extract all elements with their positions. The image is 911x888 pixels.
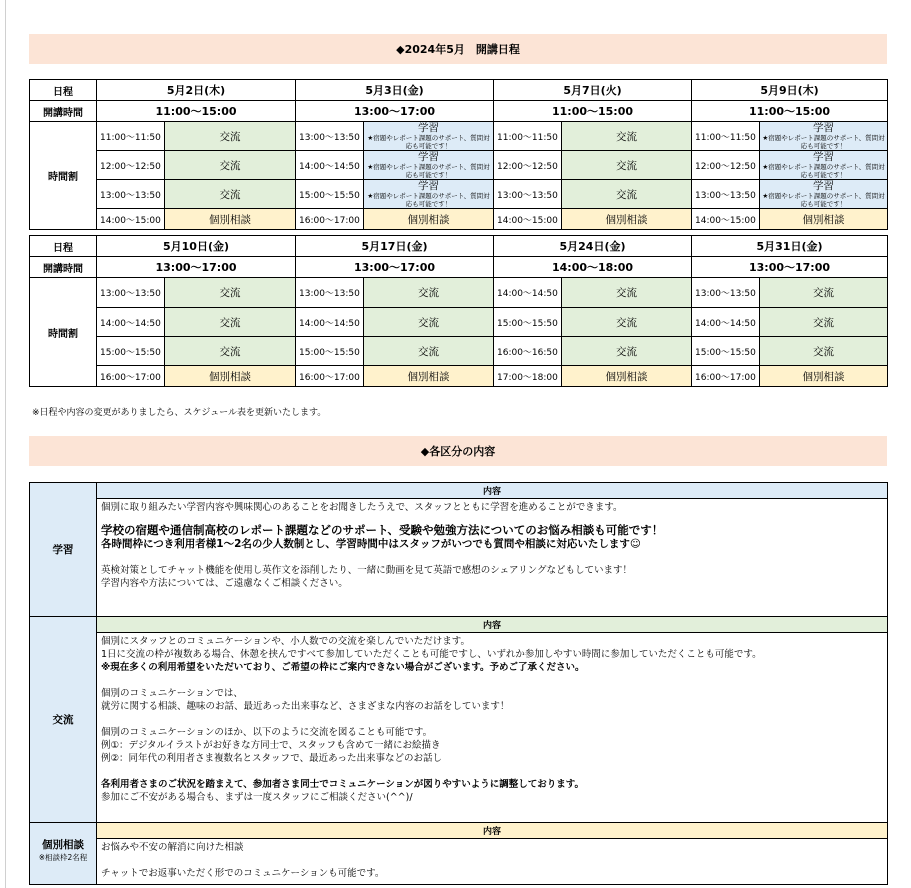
content-line [101,854,883,867]
content-line: 各利用者さまのご状況を踏まえて、参加者さま同士でコミュニケーションが図りやすいように調整しております。 [101,779,584,790]
timetable-label: 時間割 [30,122,97,230]
content-line: 学習内容や方法については、ご遠慮なくご相談ください。 [101,578,348,589]
slot-activity: 交流 [760,278,888,308]
study-note: ★宿題やレポート課題のサポート、質問対応も可能です！ [762,191,885,208]
slot-time: 11:00～11:50 [494,122,562,151]
content-line: 英検対策としてチャット機能を使用し英作文を添削したり、一緒に動画を見て英語で感想のシェアリングなどもしています！ [101,565,632,576]
content-banner: ◆各区分の内容 [29,436,887,466]
slot-time: 16:00～17:00 [296,366,364,387]
day-date: 5月7日(火) [494,80,692,101]
category-consult [30,823,97,885]
slot-activity: 交流 [165,308,296,337]
slot-time: 14:00～14:50 [97,308,165,337]
slot-time: 14:00～14:50 [296,308,364,337]
slot-activity: 交流 [562,122,692,151]
slot-time: 14:00～15:00 [494,209,562,230]
content-line [101,514,883,522]
day-hours: 14:00～18:00 [494,257,692,278]
left-margin-line [5,0,6,888]
day-hours: 13:00～17:00 [692,257,888,278]
category-exchange: 交流 [30,617,97,823]
slot-time: 13:00～13:50 [494,180,562,209]
study-title: 学習 [418,121,439,134]
category-consult-name: 個別相談 [42,839,84,851]
slot-time: 17:00～18:00 [494,366,562,387]
slot-time: 16:00～17:00 [692,366,760,387]
slot-activity: 交流 [165,278,296,308]
content-line [101,674,883,687]
slot-activity: 交流 [364,308,494,337]
slot-time: 14:00～15:00 [97,209,165,230]
day-date: 5月10日(金) [97,236,296,257]
slot-time: 14:00～14:50 [296,151,364,180]
study-title: 学習 [418,179,439,192]
slot-activity: 個別相談 [562,366,692,387]
slot-time: 16:00～17:00 [296,209,364,230]
schedule-table-week1 [29,79,888,230]
timetable-label: 時間割 [30,278,97,387]
study-title: 学習 [813,179,834,192]
slot-activity [760,180,888,209]
content-line [101,765,883,778]
day-date: 5月17日(金) [296,236,494,257]
schedule-banner: ◆2024年5月 開講日程 [29,34,887,64]
slot-activity: 交流 [364,337,494,366]
day-hours: 11:00～15:00 [692,101,888,122]
slot-activity: 交流 [760,308,888,337]
study-note: ★宿題やレポート課題のサポート、質問対応も可能です！ [367,191,490,208]
slot-activity: 交流 [562,337,692,366]
content-line [101,713,883,726]
day-hours: 13:00～17:00 [296,257,494,278]
slot-activity: 交流 [562,151,692,180]
content-line: お悩みや不安の解消に向けた相談 [101,842,244,853]
slot-time: 12:00～12:50 [97,151,165,180]
date-label: 日程 [30,80,97,101]
date-label: 日程 [30,236,97,257]
slot-activity [760,151,888,180]
slot-time: 13:00～13:50 [692,278,760,308]
slot-activity [760,122,888,151]
study-note: ★宿題やレポート課題のサポート、質問対応も可能です！ [762,162,885,179]
study-note: ★宿題やレポート課題のサポート、質問対応も可能です！ [367,133,490,150]
slot-time: 14:00～14:50 [692,308,760,337]
schedule-note: ※日程や内容の変更がありましたら、スケジュール表を更新いたします。 [32,408,327,418]
slot-time: 13:00～13:50 [97,278,165,308]
content-line: 就労に関する相談、趣味のお話、最近あった出来事など、さまざまな内容のお話をしています！ [101,701,510,712]
slot-time: 16:00～17:00 [97,366,165,387]
hours-label: 開講時間 [30,101,97,122]
content-line: 個別のコミュニケーションのほか、以下のように交流を図ることも可能です。 [101,727,433,738]
slot-activity: 交流 [165,180,296,209]
category-consult-sub: ※相談枠2名程 [38,853,88,862]
slot-activity: 個別相談 [364,366,494,387]
slot-activity [364,180,494,209]
slot-time: 13:00～13:50 [97,180,165,209]
slot-activity: 個別相談 [760,366,888,387]
study-note: ★宿題やレポート課題のサポート、質問対応も可能です！ [762,133,885,150]
slot-activity: 交流 [165,151,296,180]
day-date: 5月31日(金) [692,236,888,257]
day-date: 5月9日(木) [692,80,888,101]
slot-time: 15:00～15:50 [296,337,364,366]
slot-activity: 交流 [165,122,296,151]
content-line: 1日に交流の枠が複数ある場合、休憩を挟んですべて参加していただくことも可能ですし、いずれか参加しやすい時間に参加していただくことも可能です。 [101,649,762,660]
content-line: 個別のコミュニケーションでは、 [101,688,243,699]
slot-time: 15:00～15:50 [97,337,165,366]
content-header: 内容 [97,483,888,499]
slot-activity [364,151,494,180]
slot-time: 14:00～15:00 [692,209,760,230]
slot-time: 15:00～15:50 [692,337,760,366]
day-hours: 11:00～15:00 [97,101,296,122]
slot-activity: 個別相談 [364,209,494,230]
day-hours: 11:00～15:00 [494,101,692,122]
slot-activity: 交流 [165,337,296,366]
hours-label: 開講時間 [30,257,97,278]
content-table [29,482,888,885]
slot-activity: 交流 [562,180,692,209]
content-line: 個別に取り組みたい学習内容や興味関心のあることをお聞きしたうえで、スタッフとともに学習を進めることができます。 [101,502,623,513]
content-line [101,551,883,564]
slot-time: 13:00～13:50 [296,278,364,308]
slot-time: 12:00～12:50 [494,151,562,180]
slot-time: 13:00～13:50 [692,180,760,209]
slot-activity: 交流 [364,278,494,308]
content-header: 内容 [97,823,888,839]
slot-time: 14:00～14:50 [494,278,562,308]
content-line: 参加にご不安がある場合も、まずは一度スタッフにご相談ください(^^)/ [101,792,413,803]
day-hours: 13:00～17:00 [97,257,296,278]
day-date: 5月24日(金) [494,236,692,257]
study-title: 学習 [813,121,834,134]
content-line: 例②：同年代の利用者さま複数名とスタッフで、最近あった出来事などのお話し [101,753,443,764]
content-line: 学校の宿題や通信制高校のレポート課題などのサポート、受験や勉強方法についてのお悩み相談も可能です！ [101,523,664,537]
slot-activity: 交流 [760,337,888,366]
study-content [97,499,888,617]
slot-time: 11:00～11:50 [97,122,165,151]
slot-activity: 交流 [562,278,692,308]
content-line: 各時間枠につき利用者様1～2名の少人数制とし、学習時間中はスタッフがいつでも質問や相談に対応いたします☺ [101,538,641,550]
day-date: 5月3日(金) [296,80,494,101]
slot-time: 15:00～15:50 [296,180,364,209]
slot-time: 11:00～11:50 [692,122,760,151]
content-line: ※現在多くの利用希望をいただいており、ご希望の枠にご案内できない場合がございます。予めご了承ください。 [101,662,585,673]
content-line: 個別にスタッフとのコミュニケーションや、小人数での交流を楽しんでいただけます。 [101,636,470,647]
exchange-content [97,633,888,823]
slot-time: 12:00～12:50 [692,151,760,180]
slot-activity: 個別相談 [165,366,296,387]
slot-time: 16:00～16:50 [494,337,562,366]
category-study: 学習 [30,483,97,617]
schedule-table-week2 [29,235,888,387]
consult-content [97,839,888,885]
slot-activity: 個別相談 [562,209,692,230]
slot-activity: 交流 [562,308,692,337]
slot-activity: 個別相談 [165,209,296,230]
slot-activity: 個別相談 [760,209,888,230]
content-header: 内容 [97,617,888,633]
day-date: 5月2日(木) [97,80,296,101]
slot-time: 13:00～13:50 [296,122,364,151]
slot-time: 15:00～15:50 [494,308,562,337]
slot-activity [364,122,494,151]
day-hours: 13:00～17:00 [296,101,494,122]
study-title: 学習 [813,150,834,163]
study-note: ★宿題やレポート課題のサポート、質問対応も可能です！ [367,162,490,179]
study-title: 学習 [418,150,439,163]
content-line: チャットでお返事いただく形でのコミュニケーションも可能です。 [101,868,385,879]
content-line: 例①：デジタルイラストがお好きな方同士で、スタッフも含めて一緒にお絵描き [101,740,441,751]
